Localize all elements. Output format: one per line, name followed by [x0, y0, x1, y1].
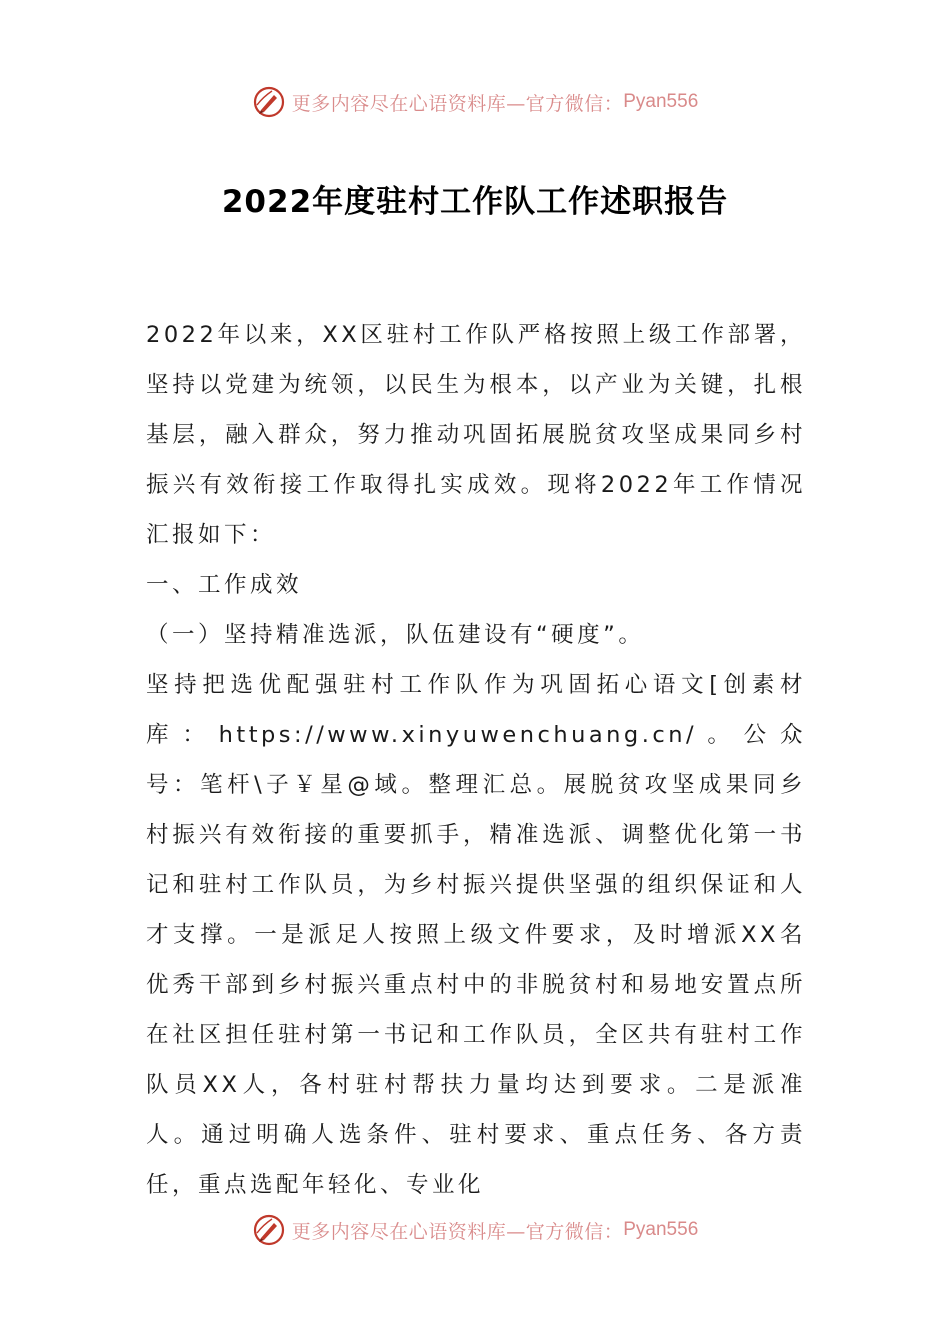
watermark-wechat-id: Pyan556: [623, 91, 699, 112]
document-body: [146, 310, 806, 1210]
watermark-text: 更多内容尽在心语资料库—官方微信：: [291, 1220, 624, 1243]
pen-circle-logo-icon: [252, 1213, 286, 1247]
intro-paragraph: 2022年以来，XX区驻村工作队严格按照上级工作部署，坚持以党建为统领，以民生为根本，以产业为关键，扎根基层，融入群众，努力推动巩固拓展脱贫攻坚成果同乡村振兴有效衔接工作取得扎实成效。现将2022年工作情况汇报如下：: [146, 322, 806, 548]
subsection-heading: （一）坚持精准选派，队伍建设有“硬度”。: [146, 622, 645, 648]
watermark-footer: [0, 1210, 950, 1250]
watermark-header: [0, 82, 950, 122]
document-title: 2022年度驻村工作队工作述职报告: [221, 184, 729, 220]
pen-circle-logo-icon: [252, 85, 286, 119]
body-paragraph: 坚持把选优配强驻村工作队作为巩固拓心语文[创素材库：https://www.xinyuwenchuang.cn/。公众号：笔杆\子￥星@域。整理汇总。展脱贫攻坚成果同乡村振兴有效衔接的重要抓手，精准选派、调整优化第一书记和驻村工作队员，为乡村振兴提供坚强的组织保证和人才支撑。一是派足人按照上级文件要求，及时增派XX名优秀干部到乡村振兴重点村中的非脱贫村和易地安置点所在社区担任驻村第一书记和工作队员，全区共有驻村工作队员XX人，各村驻村帮扶力量均达到要求。二是派准人。通过明确人选条件、驻村要求、重点任务、各方责任，重点选配年轻化、专业化: [146, 672, 806, 1198]
watermark-text: 更多内容尽在心语资料库—官方微信：: [291, 92, 624, 115]
section-heading: 一、工作成效: [146, 572, 303, 598]
watermark-wechat-id: Pyan556: [623, 1219, 699, 1240]
